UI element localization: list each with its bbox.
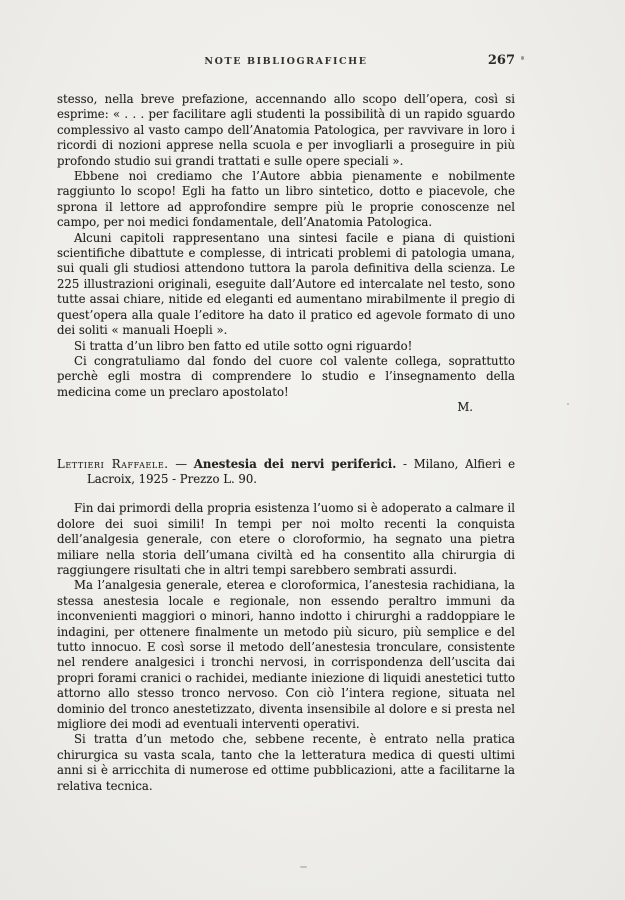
paragraph: Si tratta d’un metodo che, sebbene recente, è entrato nella pratica chirurgica su vasta scala, tanto che la letteratura medica di questi ultimi anni si è arricchita di numerose ed ottime pubblicazioni, atte a facilitarne la relativa tecnica. <box>57 732 515 793</box>
entry-dash: — <box>168 456 194 471</box>
page-number: 267 <box>487 53 515 68</box>
reviewer-initial: M. <box>457 400 473 415</box>
paragraph: Fin dai primordi della propria esistenza l’uomo si è adoperato a calmare il dolore dei suoi simili! In tempi per noi molto recenti la conquista dell’analgesia generale, con etere o cloroformio, ha segnato una pietra miliare nella storia dell’umana civiltà ed ha consentito alla chirurgia di raggiungere risultati che in altri tempi sarebbero sembrati assurdi. <box>57 501 515 577</box>
paragraph: Ma l’analgesia generale, eterea e cloroformica, l’anestesia rachidiana, la stessa anestesia locale e regionale, non essendo peraltro immuni da inconvenienti maggiori o minori, hanno indotto i chirurghi a raddoppiare le indagini, per ottenere finalmente un metodo più sicuro, più semplice e del tutto innocuo. E così sorse il metodo dell’anestesia tronculare, consistente nel rendere analgesici i tronchi nervosi, in corrispondenza dell’uscita dai propri forami cranici o rachidei, mediante iniezione di liquidi anestetici tutto attorno allo stesso tronco nervoso. Con ciò l’intera regione, situata nel dominio del tronco anestetizzato, diventa insensibile al dolore e si presta nel migliore dei modi ad eventuali interventi operativi. <box>57 578 515 732</box>
entry-book-title: Anestesia dei nervi periferici. <box>193 456 397 471</box>
bibliographic-entry-heading <box>57 457 515 488</box>
scan-speck <box>567 403 569 405</box>
paragraph: stesso, nella breve prefazione, accennando allo scopo dell’opera, così si esprime: « . . . per facilitare agli studenti la possibilità di un rapido sguardo complessivo al vasto campo dell’Anatomia Patologica, per ravvivare in loro i ricordi di nozioni apprese nella scuola e per invogliarli a proseguire in più profondo studio sui grandi trattati e sulle opere speciali ». <box>57 92 515 168</box>
paragraph: Ebbene noi crediamo che l’Autore abbia pienamente e nobilmente raggiunto lo scopo! Egli ha fatto un libro sintetico, dotto e piacevole, che sprona il lettore ad approfondire sempre più le proprie conoscenze nel campo, per noi medici fondamentale, dell’Anatomia Patologica. <box>57 169 515 230</box>
scan-speck <box>521 56 524 60</box>
entry-body <box>57 501 515 794</box>
review-continued <box>57 92 515 416</box>
paragraph: Alcuni capitoli rappresentano una sintesi facile e piana di quistioni scientifiche dibattute e complesse, di intricati problemi di patologia umana, sui quali gli studiosi attendono tuttora la parola definitiva della scienza. Le 225 illustrazioni originali, eseguite dall’Autore ed intercalate nel testo, sono tutte assai chiare, nitide ed eleganti ed aumentano mirabilmente il pregio di quest’opera alla quale l’editore ha dato il pratico ed agevole formato di uno dei soliti « manuali Hoepli ». <box>57 230 515 338</box>
entry-author: Lettieri Raffaele. <box>57 456 169 471</box>
scan-speck <box>300 866 307 868</box>
entry-imprint: - Milano, Alfieri e Lacroix, 1925 - Prezzo L. 90. <box>87 456 515 486</box>
paragraph: Ci congratuliamo dal fondo del cuore col valente collega, soprattutto perchè egli mostra di comprendere lo studio e l’insegnamento della medicina come un preclaro apostolato! <box>57 353 515 399</box>
text-block <box>57 53 515 794</box>
running-head-title: NOTE BIBLIOGRAFICHE <box>204 56 368 67</box>
page-body <box>57 92 515 794</box>
paragraph: Si tratta d’un libro ben fatto ed utile sotto ogni riguardo! <box>74 338 413 353</box>
review-lettieri <box>57 457 515 795</box>
running-head <box>57 53 515 72</box>
